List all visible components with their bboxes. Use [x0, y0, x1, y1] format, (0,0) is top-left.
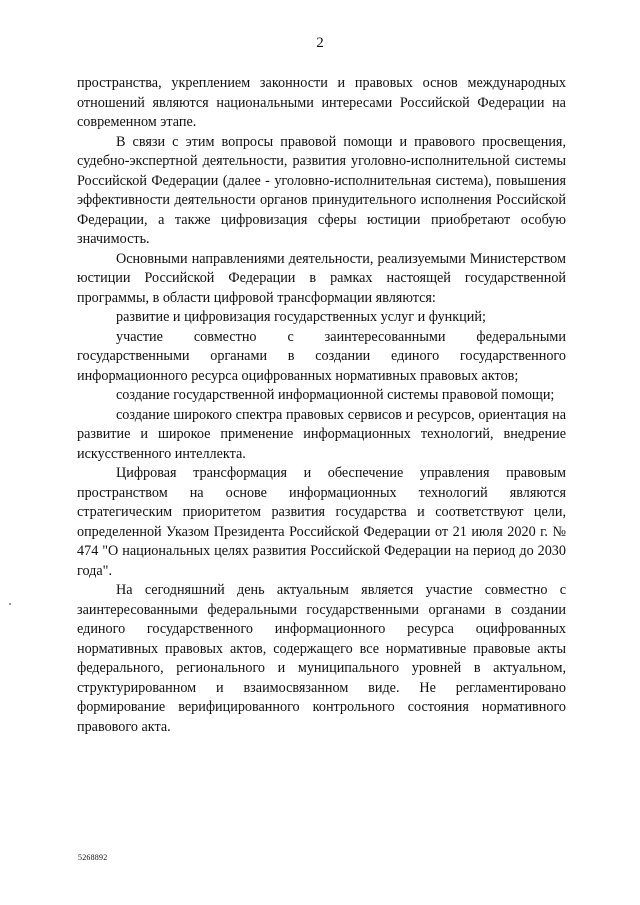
paragraph-current-state: На сегодняшний день актуальным является участие совместно с заинтересованными федеральными государственными органами в создании единого государственного информационного ресурса оцифрованных нормативных правовых актов, содержащего все нормативные правовые акты федерального, регионального и муниципального уровней в актуальном, структурированном и взаимосвязанном виде. Не регламентировано формирование верифицированного контрольного состояния нормативного правового акта.	[77, 582, 566, 735]
paragraph-significance: В связи с этим вопросы правовой помощи и правового просвещения, судебно-экспертной деятельности, развития уголовно-исполнительной системы Российской Федерации (далее - уголовно-исполнительная система), повышения эффективности деятельности органов принудительного исполнения Российской Федерации, а также цифровизация сферы юстиции приобретают особую значимость.	[77, 133, 566, 247]
paragraph-digital-transformation: Цифровая трансформация и обеспечение управления правовым пространством на основе информационных технологий являются стратегическим приоритетом развития государства и соответствуют цели, определенной Указом Президента Российской Федерации от 21 июля 2020 г. № 474 "О национальных целях развития Российской Федерации на период до 2030 года".	[77, 465, 566, 579]
page-number: 2	[316, 35, 324, 51]
document-code: 5268892	[78, 853, 108, 862]
paragraph-continuation: пространства, укреплением законности и правовых основ международных отношений являются национальными интересами Российской Федерации на современном этапе.	[77, 75, 566, 130]
list-item-legal-services: создание широкого спектра правовых сервисов и ресурсов, ориентация на развитие и широкое применение информационных технологий, внедрение искусственного интеллекта.	[77, 406, 566, 462]
paragraph-main-directions: Основными направлениями деятельности, реализуемыми Министерством юстиции Российской Федерации в рамках настоящей государственной программы, в области цифровой трансформации являются:	[77, 250, 566, 306]
list-item-legal-acts-resource: участие совместно с заинтересованными федеральными государственными органами в создании единого государственного информационного ресурса оцифрованных нормативных правовых актов;	[77, 328, 566, 384]
list-item-legal-aid-system: создание государственной информационной системы правовой помощи;	[116, 387, 555, 403]
document-body	[77, 74, 566, 737]
list-item-services: развитие и цифровизация государственных услуг и функций;	[116, 309, 486, 325]
scan-artifact	[9, 603, 11, 605]
